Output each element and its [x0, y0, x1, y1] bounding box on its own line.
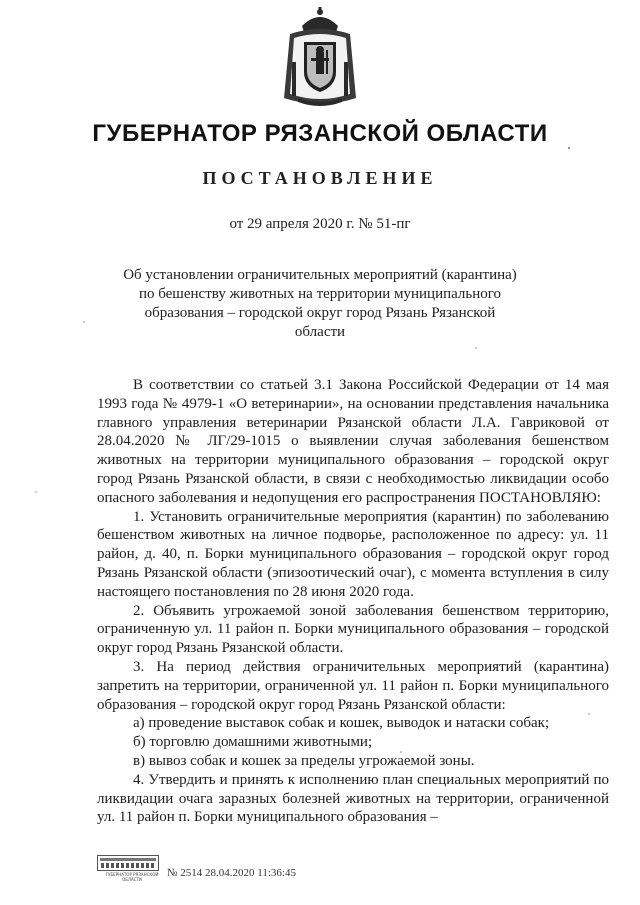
document-body [97, 376, 609, 827]
clause-4: 4. Утвердить и принять к исполнению план специальных мероприятий по ликвидации очага заразных болезней животных на территории, ограниченной ул. 11 район п. Борки муниципального образования – [97, 771, 609, 826]
stamp-caption: ГУБЕРНАТОР РЯЗАНСКОЙ ОБЛАСТИ [105, 872, 159, 882]
subject-line: по бешенству животных на территории муниципального [138, 286, 502, 302]
subject-line: Об установлении ограничительных мероприятий (карантина) [123, 267, 517, 283]
document-type: ПОСТАНОВЛЕНИЕ [202, 168, 438, 188]
registration-number: № 2514 28.04.2020 11:36:45 [167, 867, 296, 879]
document-subject [120, 266, 520, 342]
clause-2: 2. Объявить угрожаемой зоной заболевания бешенством территорию, ограниченную ул. 11 район п. Борки муниципального образования – городской округ город Рязань Рязанской области. [97, 602, 609, 657]
clause-1: 1. Установить ограничительные мероприятия (карантин) по заболеванию бешенством животных на личное подворье, расположенное по адресу: ул. 11 район, д. 40, п. Борки муниципального образования – городской округ город Рязань Рязанской области (эпизоотический очаг), с момента вступления в силу настоящего постановления по 28 июня 2020 года. [97, 508, 609, 600]
clause-3-item-b: б) торговлю домашними животными; [133, 734, 373, 751]
clause-3-item-a: а) проведение выставок собак и кошек, выводок и натаски собак; [133, 715, 550, 732]
registration-stamp-icon [97, 855, 159, 871]
registration-footer [97, 855, 397, 885]
preamble-paragraph: В соответствии со статьей 3.1 Закона Российской Федерации от 14 мая 1993 года № 4979-1 «О ветеринарии», на основании представления начальника главного управления ветеринарии Рязанской области Л.А. Гавриковой от 28.04.2020 № ЛГ/29-1015 о выявлении случая заболевания бешенством животных на территории муниципального образования – городской округ город Рязань Рязанской области, в связи с необходимостью ликвидации особо опасного заболевания и недопущения его распространения ПОСТАНОВЛЯЮ: [97, 377, 609, 506]
clause-3: 3. На период действия ограничительных мероприятий (карантина) запретить на территории, ограниченной ул. 11 район п. Борки муниципального образования – городской округ город Рязань Рязанской области: [97, 658, 609, 713]
governor-title: ГУБЕРНАТОР РЯЗАНСКОЙ ОБЛАСТИ [92, 120, 548, 147]
document-date-number: от 29 апреля 2020 г. № 51-пг [229, 216, 411, 232]
ryazan-coat-of-arms-icon [280, 6, 360, 110]
clause-3-item-v: в) вывоз собак и кошек за пределы угрожаемой зоны. [133, 752, 475, 769]
subject-line: образования – городской округ город Рязань Рязанской области [144, 305, 496, 340]
